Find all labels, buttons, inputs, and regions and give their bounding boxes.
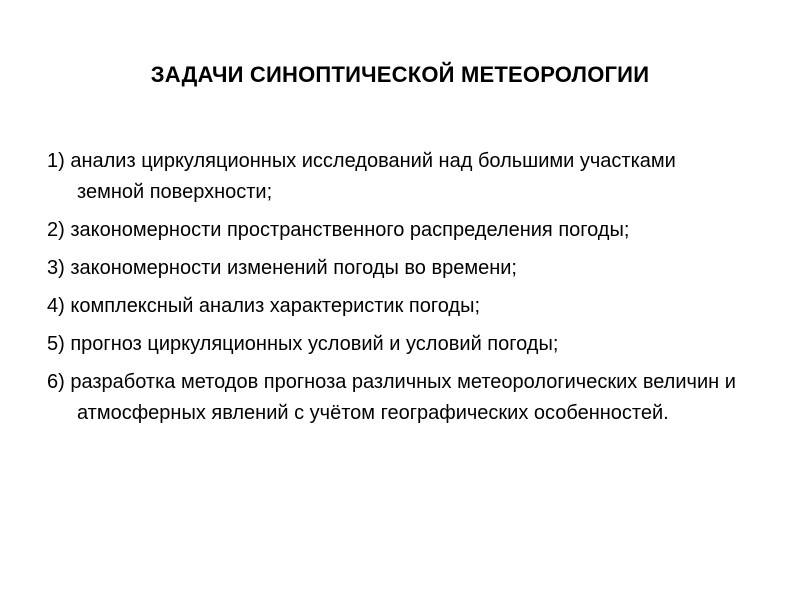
task-item-6: 6) разработка методов прогноза различных метеорологических величин и атмосферных явлений с учётом географических особенностей. xyxy=(47,371,736,424)
slide-title: ЗАДАЧИ СИНОПТИЧЕСКОЙ МЕТЕОРОЛОГИИ xyxy=(150,62,650,87)
task-item-4: 4) комплексный анализ характеристик погоды; xyxy=(47,295,480,317)
task-item-3: 3) закономерности изменений погоды во времени; xyxy=(47,257,517,279)
task-item-2: 2) закономерности пространственного распределения погоды; xyxy=(47,219,630,241)
task-item-5: 5) прогноз циркуляционных условий и условий погоды; xyxy=(47,333,559,355)
task-item-1: 1) анализ циркуляционных исследований над большими участками земной поверхности; xyxy=(47,150,676,203)
task-list xyxy=(47,146,737,436)
